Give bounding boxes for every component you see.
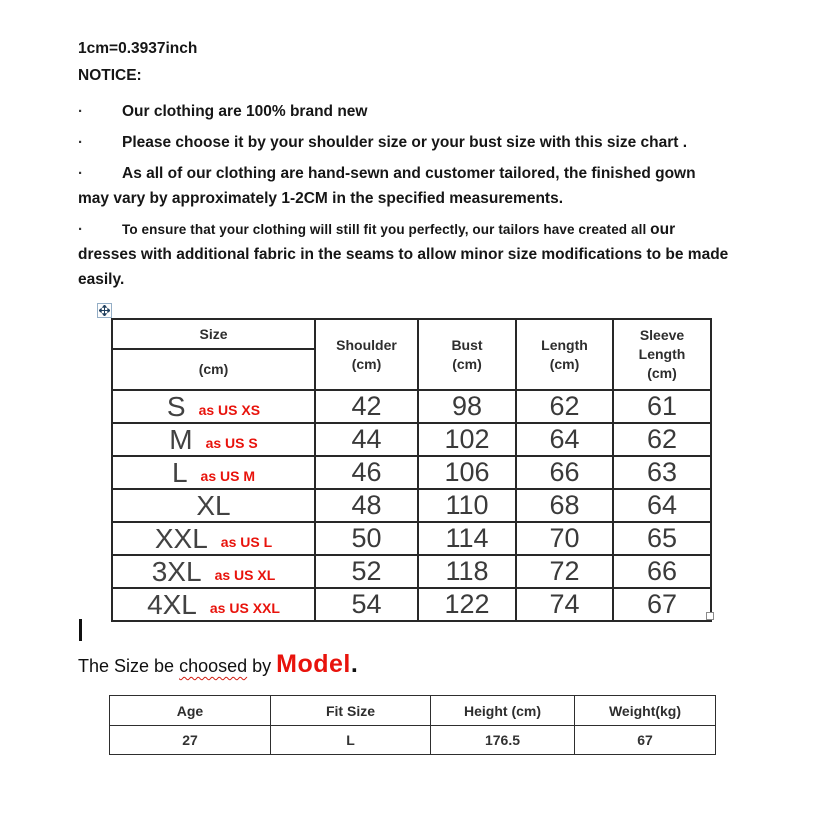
four-way-arrow-icon	[99, 305, 110, 316]
us-size-note: as US L	[220, 533, 273, 550]
size-table-row	[112, 555, 711, 588]
size-label: XXL	[154, 522, 208, 554]
us-size-note: as US S	[205, 434, 258, 451]
measurement-value-cell: 74	[516, 588, 613, 621]
model-table-header-cell: Age	[110, 696, 271, 726]
measure-column-header	[613, 319, 711, 390]
size-label: L	[171, 456, 188, 488]
size-cell-content	[113, 390, 314, 422]
notice-bullet	[78, 161, 730, 211]
size-table-row	[112, 456, 711, 489]
model-emphasis: Model	[276, 650, 351, 678]
model-table-header-cell: Height (cm)	[431, 696, 575, 726]
measurement-value-cell: 44	[315, 423, 418, 456]
measurement-value-cell: 102	[418, 423, 516, 456]
us-size-note: as US M	[200, 467, 256, 484]
misspelled-word: choosed	[179, 656, 248, 676]
model-size-sentence	[78, 650, 358, 679]
measurement-value-cell: 64	[613, 489, 711, 522]
measurement-value-cell: 46	[315, 456, 418, 489]
size-cell	[112, 489, 315, 522]
header-line: Length	[541, 336, 588, 353]
size-table-row	[112, 489, 711, 522]
measurement-value-cell: 118	[418, 555, 516, 588]
size-cell	[112, 456, 315, 489]
text-cursor	[79, 619, 82, 641]
size-cell	[112, 522, 315, 555]
header-line: (cm)	[549, 355, 580, 372]
model-table-value-cell: 176.5	[431, 726, 575, 755]
header-line: Bust	[451, 336, 483, 353]
notice-bullet	[78, 130, 730, 155]
size-label: 3XL	[151, 555, 202, 587]
sentence-connector: by	[247, 656, 277, 676]
size-cell-content	[113, 489, 314, 521]
model-table-header-cell: Weight(kg)	[575, 696, 716, 726]
measure-column-header	[418, 319, 516, 390]
size-cell-content	[113, 456, 314, 488]
notice-heading: NOTICE:	[78, 67, 142, 84]
table-move-handle-icon[interactable]	[97, 303, 112, 318]
size-table-row	[112, 390, 711, 423]
size-cell-content	[113, 588, 314, 620]
measurement-value-cell: 110	[418, 489, 516, 522]
size-cell-content	[113, 522, 314, 554]
measurement-value-cell: 52	[315, 555, 418, 588]
bullet-marker: ·	[78, 165, 83, 182]
table-resize-handle[interactable]	[706, 612, 714, 620]
size-cell	[112, 555, 315, 588]
measurement-value-cell: 66	[516, 456, 613, 489]
size-table-row	[112, 522, 711, 555]
bullet-text: To ensure that your clothing will still fit you perfectly, our tailors have created all	[122, 222, 651, 237]
size-table-row	[112, 423, 711, 456]
header-line: (cm)	[452, 355, 482, 372]
measurement-value-cell: 70	[516, 522, 613, 555]
conversion-note: 1cm=0.3937inch	[78, 40, 198, 57]
model-table-data-row	[110, 726, 716, 755]
measurement-value-cell: 68	[516, 489, 613, 522]
bullet-marker: ·	[78, 134, 83, 151]
measurement-value-cell: 122	[418, 588, 516, 621]
measurement-value-cell: 62	[516, 390, 613, 423]
measurement-value-cell: 64	[516, 423, 613, 456]
bullet-text: Please choose it by your shoulder size or your bust size with this size chart .	[122, 134, 688, 151]
size-table-row	[112, 588, 711, 621]
notice-bullet	[78, 99, 730, 124]
measurement-value-cell: 63	[613, 456, 711, 489]
header-line: Shoulder	[336, 336, 397, 353]
size-label: M	[169, 423, 193, 455]
measurement-value-cell: 42	[315, 390, 418, 423]
measurement-value-cell: 54	[315, 588, 418, 621]
measurement-value-cell: 61	[613, 390, 711, 423]
measurement-value-cell: 65	[613, 522, 711, 555]
model-table-value-cell: L	[271, 726, 431, 755]
us-size-note: as US XL	[214, 566, 276, 583]
size-cell	[112, 390, 315, 423]
measurement-value-cell: 48	[315, 489, 418, 522]
measure-column-header	[315, 319, 418, 390]
size-chart-table	[111, 318, 712, 622]
header-line: (cm)	[351, 355, 382, 372]
model-table-header-cell: Fit Size	[271, 696, 431, 726]
model-fit-table	[109, 695, 716, 755]
measurement-value-cell: 66	[613, 555, 711, 588]
notice-bullet-list	[78, 99, 730, 298]
size-cell	[112, 423, 315, 456]
measurement-value-cell: 67	[613, 588, 711, 621]
us-size-note: as US XS	[198, 401, 261, 418]
measurement-value-cell: 98	[418, 390, 516, 423]
measurement-value-cell: 62	[613, 423, 711, 456]
size-table-header-row-1	[112, 319, 711, 349]
bullet-text: As all of our clothing are hand-sewn and customer tailored, the finished gown may vary by approximately 1-2CM in the specified measurements.	[78, 165, 696, 207]
size-cell-content	[113, 423, 314, 455]
measure-column-header	[516, 319, 613, 390]
size-cell-content	[113, 555, 314, 587]
size-label: 4XL	[147, 588, 197, 620]
notice-bullet	[78, 217, 730, 292]
header-line: (cm)	[647, 365, 677, 381]
measurement-value-cell: 50	[315, 522, 418, 555]
bullet-marker: ·	[78, 103, 83, 120]
bullet-text: our dresses with additional fabric in the seams to allow minor size modifications to be made easily.	[78, 221, 729, 288]
us-size-note: as US XXL	[209, 599, 280, 616]
bullet-text: Our clothing are 100% brand new	[122, 103, 368, 120]
size-column-header: Size	[112, 319, 315, 349]
size-label: S	[166, 390, 186, 422]
sentence-period: .	[350, 650, 358, 678]
header-line: Length	[638, 346, 686, 362]
measurement-value-cell: 72	[516, 555, 613, 588]
header-line: Sleeve	[639, 327, 685, 343]
sentence-prefix: The Size be	[78, 656, 180, 676]
model-table-value-cell: 27	[110, 726, 271, 755]
size-label: XL	[196, 489, 231, 521]
size-unit-header: (cm)	[112, 349, 315, 390]
model-table-header-row	[110, 696, 716, 726]
measurement-value-cell: 106	[418, 456, 516, 489]
bullet-marker: ·	[78, 221, 83, 238]
measurement-value-cell: 114	[418, 522, 516, 555]
model-table-value-cell: 67	[575, 726, 716, 755]
size-cell	[112, 588, 315, 621]
